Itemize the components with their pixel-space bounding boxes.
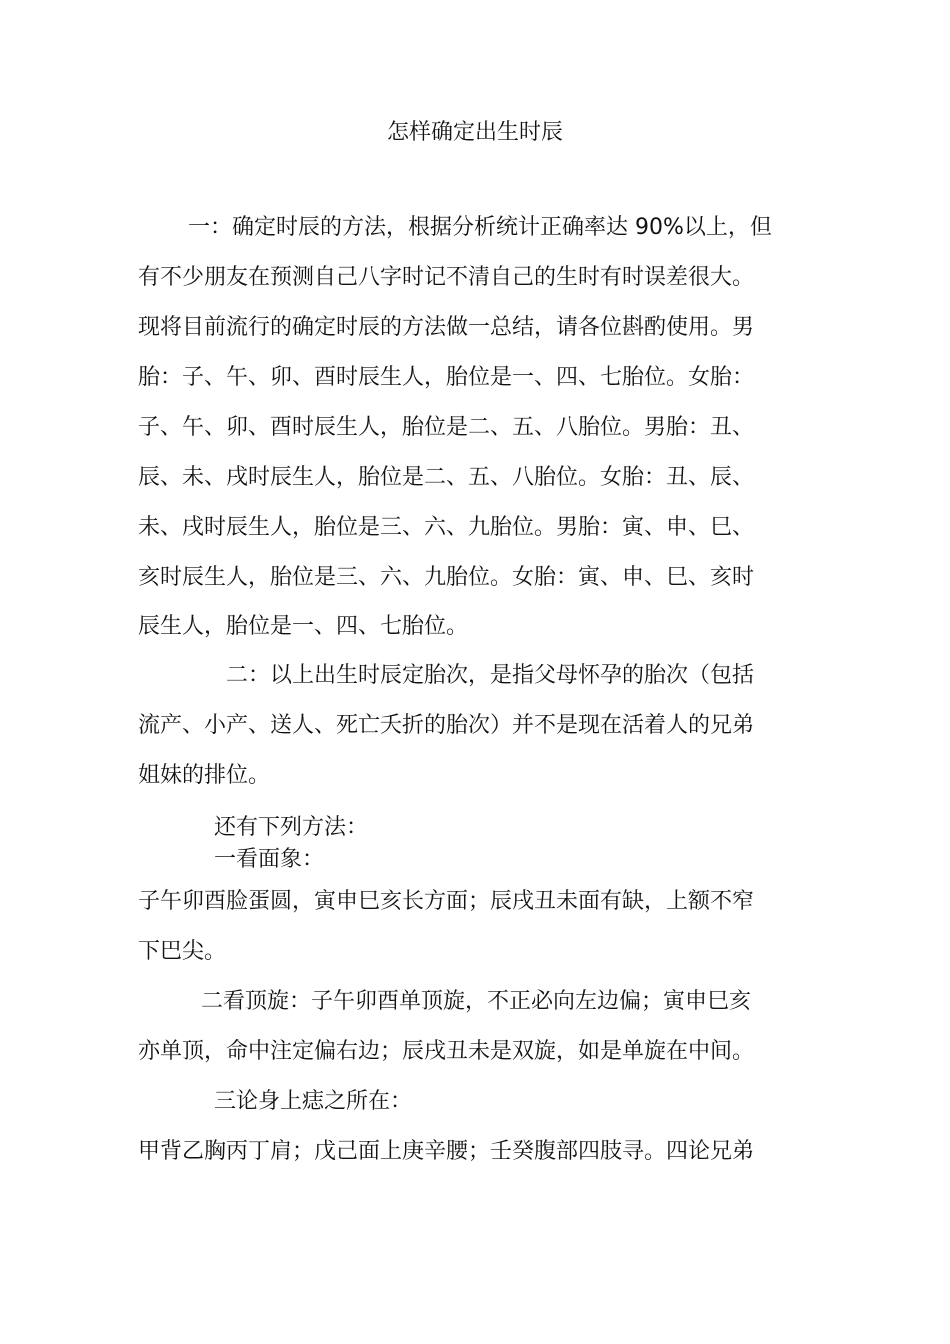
paragraph-line: 还有下列方法： <box>214 815 369 840</box>
document-title: 怎样确定出生时辰 <box>386 120 563 145</box>
paragraph-line: 子午卯酉脸蛋圆，寅申巳亥长方面；辰戌丑未面有缺，上额不窄 <box>138 889 755 914</box>
paragraph-line: 姐妹的排位。 <box>138 763 271 788</box>
paragraph-line: 甲背乙胸丙丁肩；戊己面上庚辛腰；壬癸腹部四肢寻。四论兄弟 <box>138 1139 755 1164</box>
paragraph-line: 现将目前流行的确定时辰的方法做一总结，请各位斟酌使用。男 <box>138 315 755 340</box>
paragraph-line: 一看面象： <box>214 847 325 872</box>
paragraph-line: 子、午、卯、酉时辰生人，胎位是二、五、八胎位。男胎：丑、 <box>138 415 755 440</box>
paragraph-line: 一：确定时辰的方法，根据分析统计正确率达 90%以上，但 <box>188 215 772 240</box>
paragraph-line: 下巴尖。 <box>138 939 227 964</box>
paragraph-line: 流产、小产、送人、死亡夭折的胎次）并不是现在活着人的兄弟 <box>138 713 755 738</box>
paragraph-line: 未、戌时辰生人，胎位是三、六、九胎位。男胎：寅、申、巳、 <box>138 515 755 540</box>
paragraph-line: 亦单顶，命中注定偏右边；辰戌丑未是双旋，如是单旋在中间。 <box>138 1039 755 1064</box>
paragraph-line: 亥时辰生人，胎位是三、六、九胎位。女胎：寅、申、巳、亥时 <box>138 565 755 590</box>
paragraph-line: 有不少朋友在预测自己八字时记不清自己的生时有时误差很大。 <box>138 265 755 290</box>
paragraph-line: 三论身上痣之所在： <box>214 1089 413 1114</box>
paragraph-line: 辰生人，胎位是一、四、七胎位。 <box>138 614 469 639</box>
paragraph-line: 胎：子、午、卯、酉时辰生人，胎位是一、四、七胎位。女胎： <box>138 365 755 390</box>
paragraph-line: 二看顶旋：子午卯酉单顶旋，不正必向左边偏；寅申巳亥 <box>201 989 752 1014</box>
paragraph-line: 辰、未、戌时辰生人，胎位是二、五、八胎位。女胎：丑、辰、 <box>138 465 755 490</box>
paragraph-line: 二：以上出生时辰定胎次，是指父母怀孕的胎次（包括 <box>226 663 755 688</box>
